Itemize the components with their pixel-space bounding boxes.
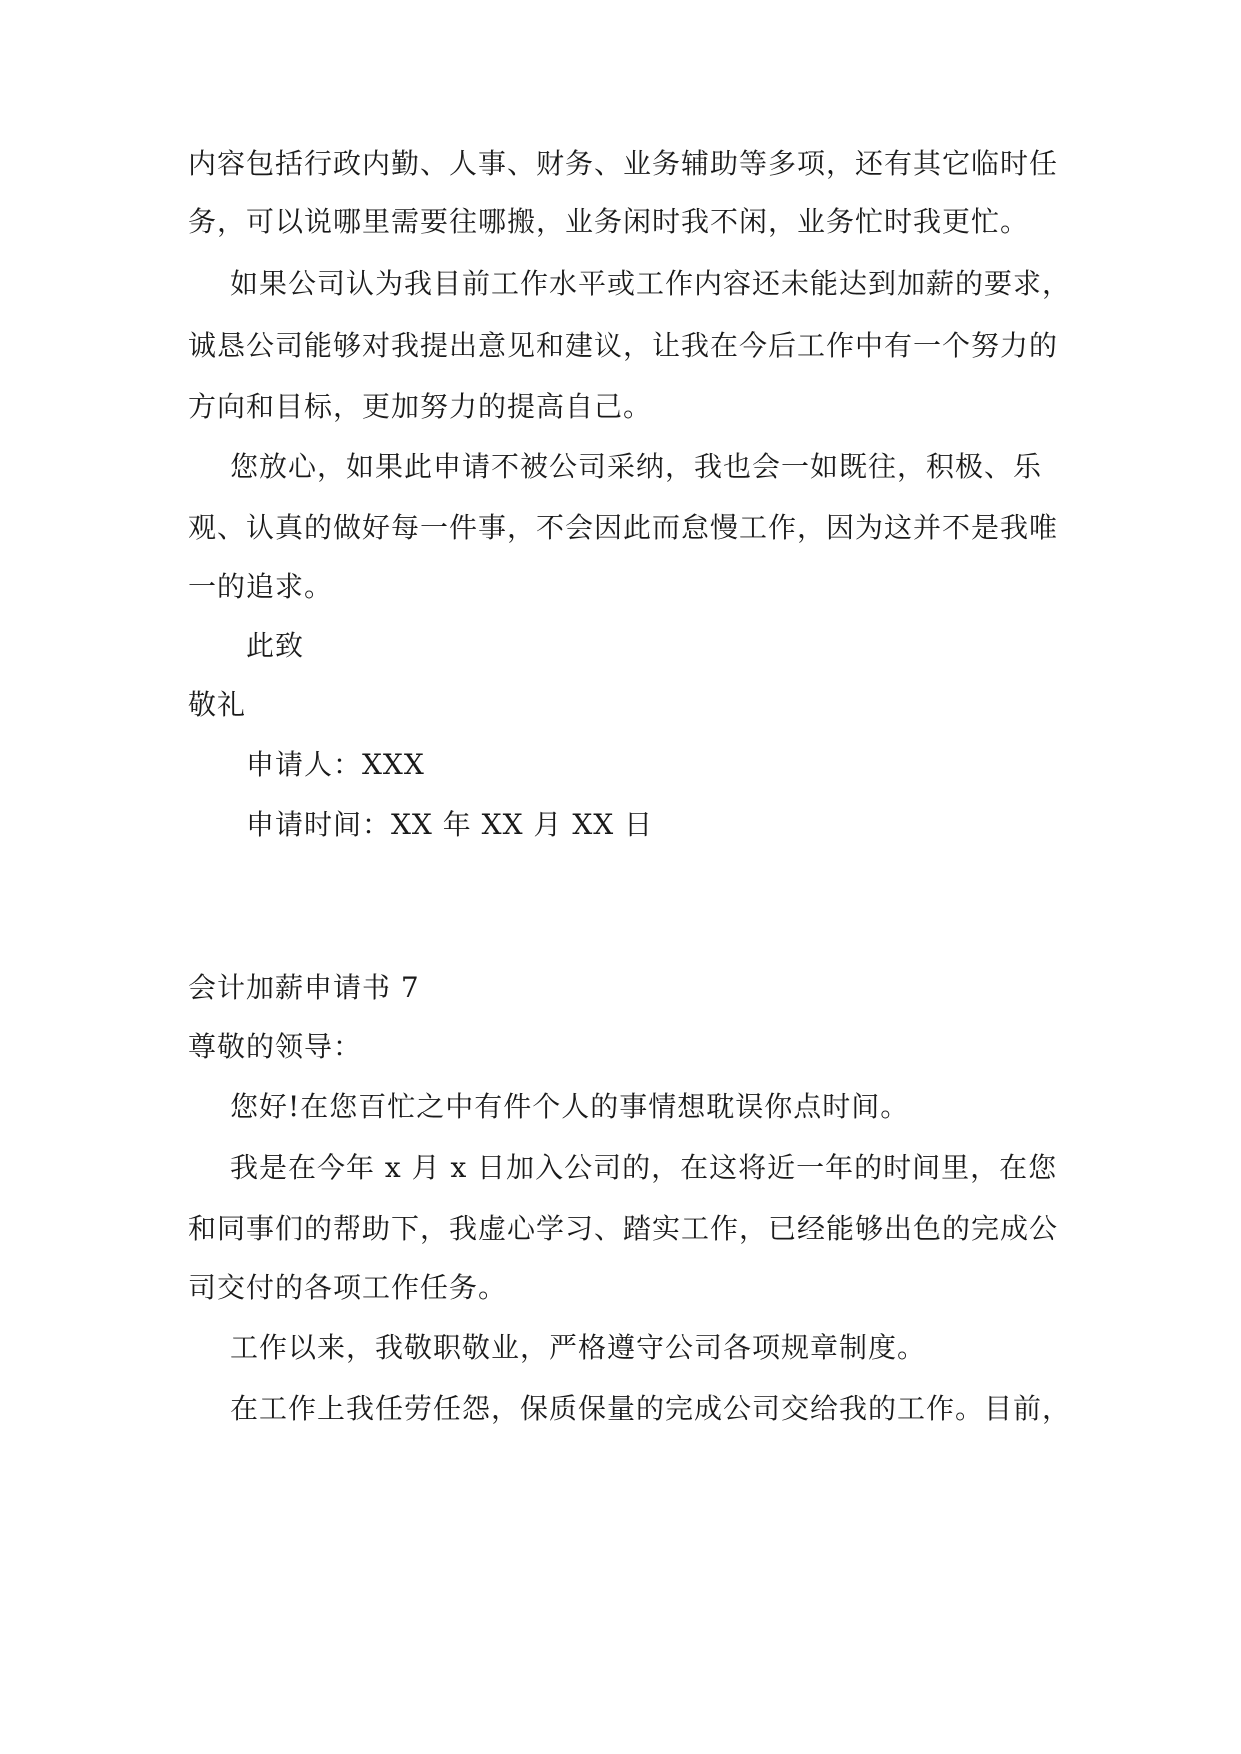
application-date: 申请时间：XX 年 XX 月 XX 日 (246, 808, 654, 841)
closing-salutation: 此致 (246, 629, 305, 662)
paragraph-line: 在工作上我任劳任怨，保质保量的完成公司交给我的工作。目前， (230, 1392, 1072, 1425)
paragraph-line: 如果公司认为我目前工作水平或工作内容还未能达到加薪的要求， (230, 267, 1072, 300)
paragraph-line: 观、认真的做好每一件事，不会因此而怠慢工作，因为这并不是我唯 (188, 511, 1059, 544)
applicant-name: 申请人：XXX (246, 748, 425, 781)
paragraph-line: 您放心，如果此申请不被公司采纳，我也会一如既往，积极、乐 (230, 450, 1043, 483)
section-title: 会计加薪申请书 7 (188, 971, 420, 1004)
paragraph-line: 和同事们的帮助下，我虚心学习、踏实工作，已经能够出色的完成公 (188, 1212, 1059, 1245)
paragraph-line: 务，可以说哪里需要往哪搬，业务闲时我不闲，业务忙时我更忙。 (188, 205, 1030, 238)
paragraph-line: 一的追求。 (188, 570, 334, 603)
paragraph-line: 您好!在您百忙之中有件个人的事情想耽误你点时间。 (230, 1090, 910, 1123)
paragraph-line: 诚恳公司能够对我提出意见和建议，让我在今后工作中有一个努力的 (188, 329, 1059, 362)
closing-regards: 敬礼 (188, 688, 247, 721)
paragraph-line: 方向和目标，更加努力的提高自己。 (188, 390, 653, 423)
paragraph-line: 我是在今年 x 月 x 日加入公司的，在这将近一年的时间里，在您 (230, 1151, 1058, 1184)
paragraph-line: 内容包括行政内勤、人事、财务、业务辅助等多项，还有其它临时任 (188, 147, 1059, 180)
greeting: 尊敬的领导： (188, 1030, 363, 1063)
paragraph-line: 工作以来，我敬职敬业，严格遵守公司各项规章制度。 (230, 1331, 927, 1364)
paragraph-line: 司交付的各项工作任务。 (188, 1271, 508, 1304)
